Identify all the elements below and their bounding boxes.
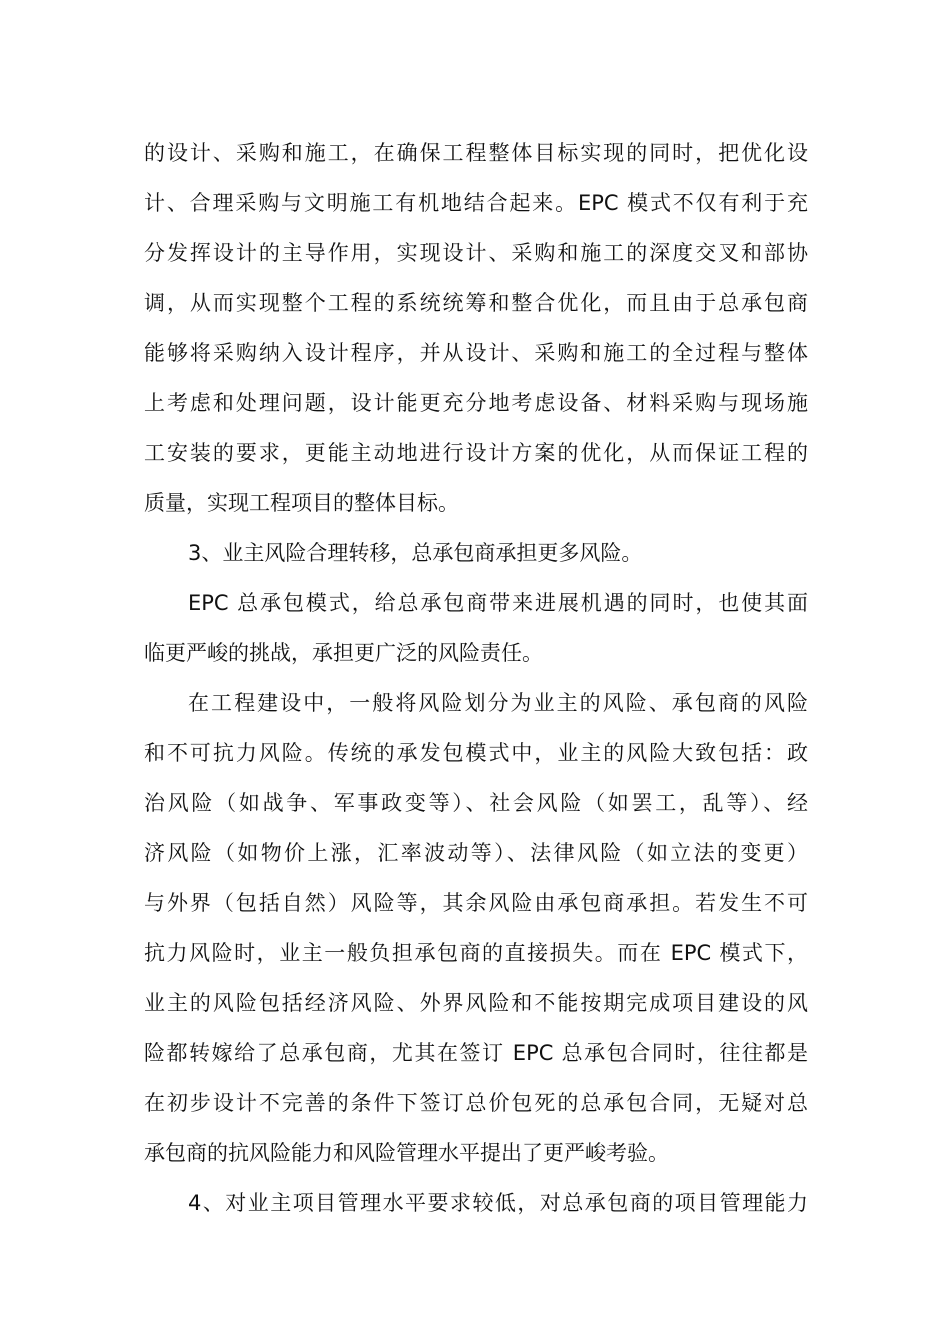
text-line: 和不可抗力风险。传统的承发包模式中，业主的风险大致包括：政 xyxy=(144,741,808,765)
text-line: 临更严峻的挑战，承担更广泛的风险责任。 xyxy=(144,641,543,665)
text-line: 上考虑和处理问题，设计能更充分地考虑设备、材料采购与现场施 xyxy=(144,391,808,415)
text-line: 4、对业主项目管理水平要求较低，对总承包商的项目管理能力 xyxy=(188,1191,808,1215)
text-line: 计、合理采购与文明施工有机地结合起来。EPC 模式不仅有利于充 xyxy=(144,191,808,215)
text-line: 业主的风险包括经济风险、外界风险和不能按期完成项目建设的风 xyxy=(144,991,808,1015)
text-line: 在初步设计不完善的条件下签订总价包死的总承包合同，无疑对总 xyxy=(144,1091,808,1115)
text-line: 在工程建设中，一般将风险划分为业主的风险、承包商的风险 xyxy=(188,691,808,715)
text-line: 调，从而实现整个工程的系统统筹和整合优化，而且由于总承包商 xyxy=(144,291,808,315)
text-line: 治风险（如战争、军事政变等）、社会风险（如罢工，乱等）、经 xyxy=(144,791,808,815)
text-line: 险都转嫁给了总承包商，尤其在签订 EPC 总承包合同时，往往都是 xyxy=(144,1041,808,1065)
text-line: 抗力风险时，业主一般负担承包商的直接损失。而在 EPC 模式下， xyxy=(144,941,808,965)
text-line: 与外界（包括自然）风险等，其余风险由承包商承担。若发生不可 xyxy=(144,891,808,915)
text-line: 能够将采购纳入设计程序，并从设计、采购和施工的全过程与整体 xyxy=(144,341,808,365)
text-line: 质量，实现工程项目的整体目标。 xyxy=(144,491,459,515)
text-line: 的设计、采购和施工，在确保工程整体目标实现的同时，把优化设 xyxy=(144,141,808,165)
text-line: 工安装的要求，更能主动地进行设计方案的优化，从而保证工程的 xyxy=(144,441,808,465)
text-line: EPC 总承包模式，给总承包商带来进展机遇的同时，也使其面 xyxy=(188,591,808,615)
text-line: 3、业主风险合理转移，总承包商承担更多风险。 xyxy=(188,541,643,565)
text-line: 济风险（如物价上涨，汇率波动等）、法律风险（如立法的变更） xyxy=(144,841,808,865)
text-line: 分发挥设计的主导作用，实现设计、采购和施工的深度交叉和部协 xyxy=(144,241,808,265)
text-line: 承包商的抗风险能力和风险管理水平提出了更严峻考验。 xyxy=(144,1141,669,1165)
body-text xyxy=(144,128,808,1228)
